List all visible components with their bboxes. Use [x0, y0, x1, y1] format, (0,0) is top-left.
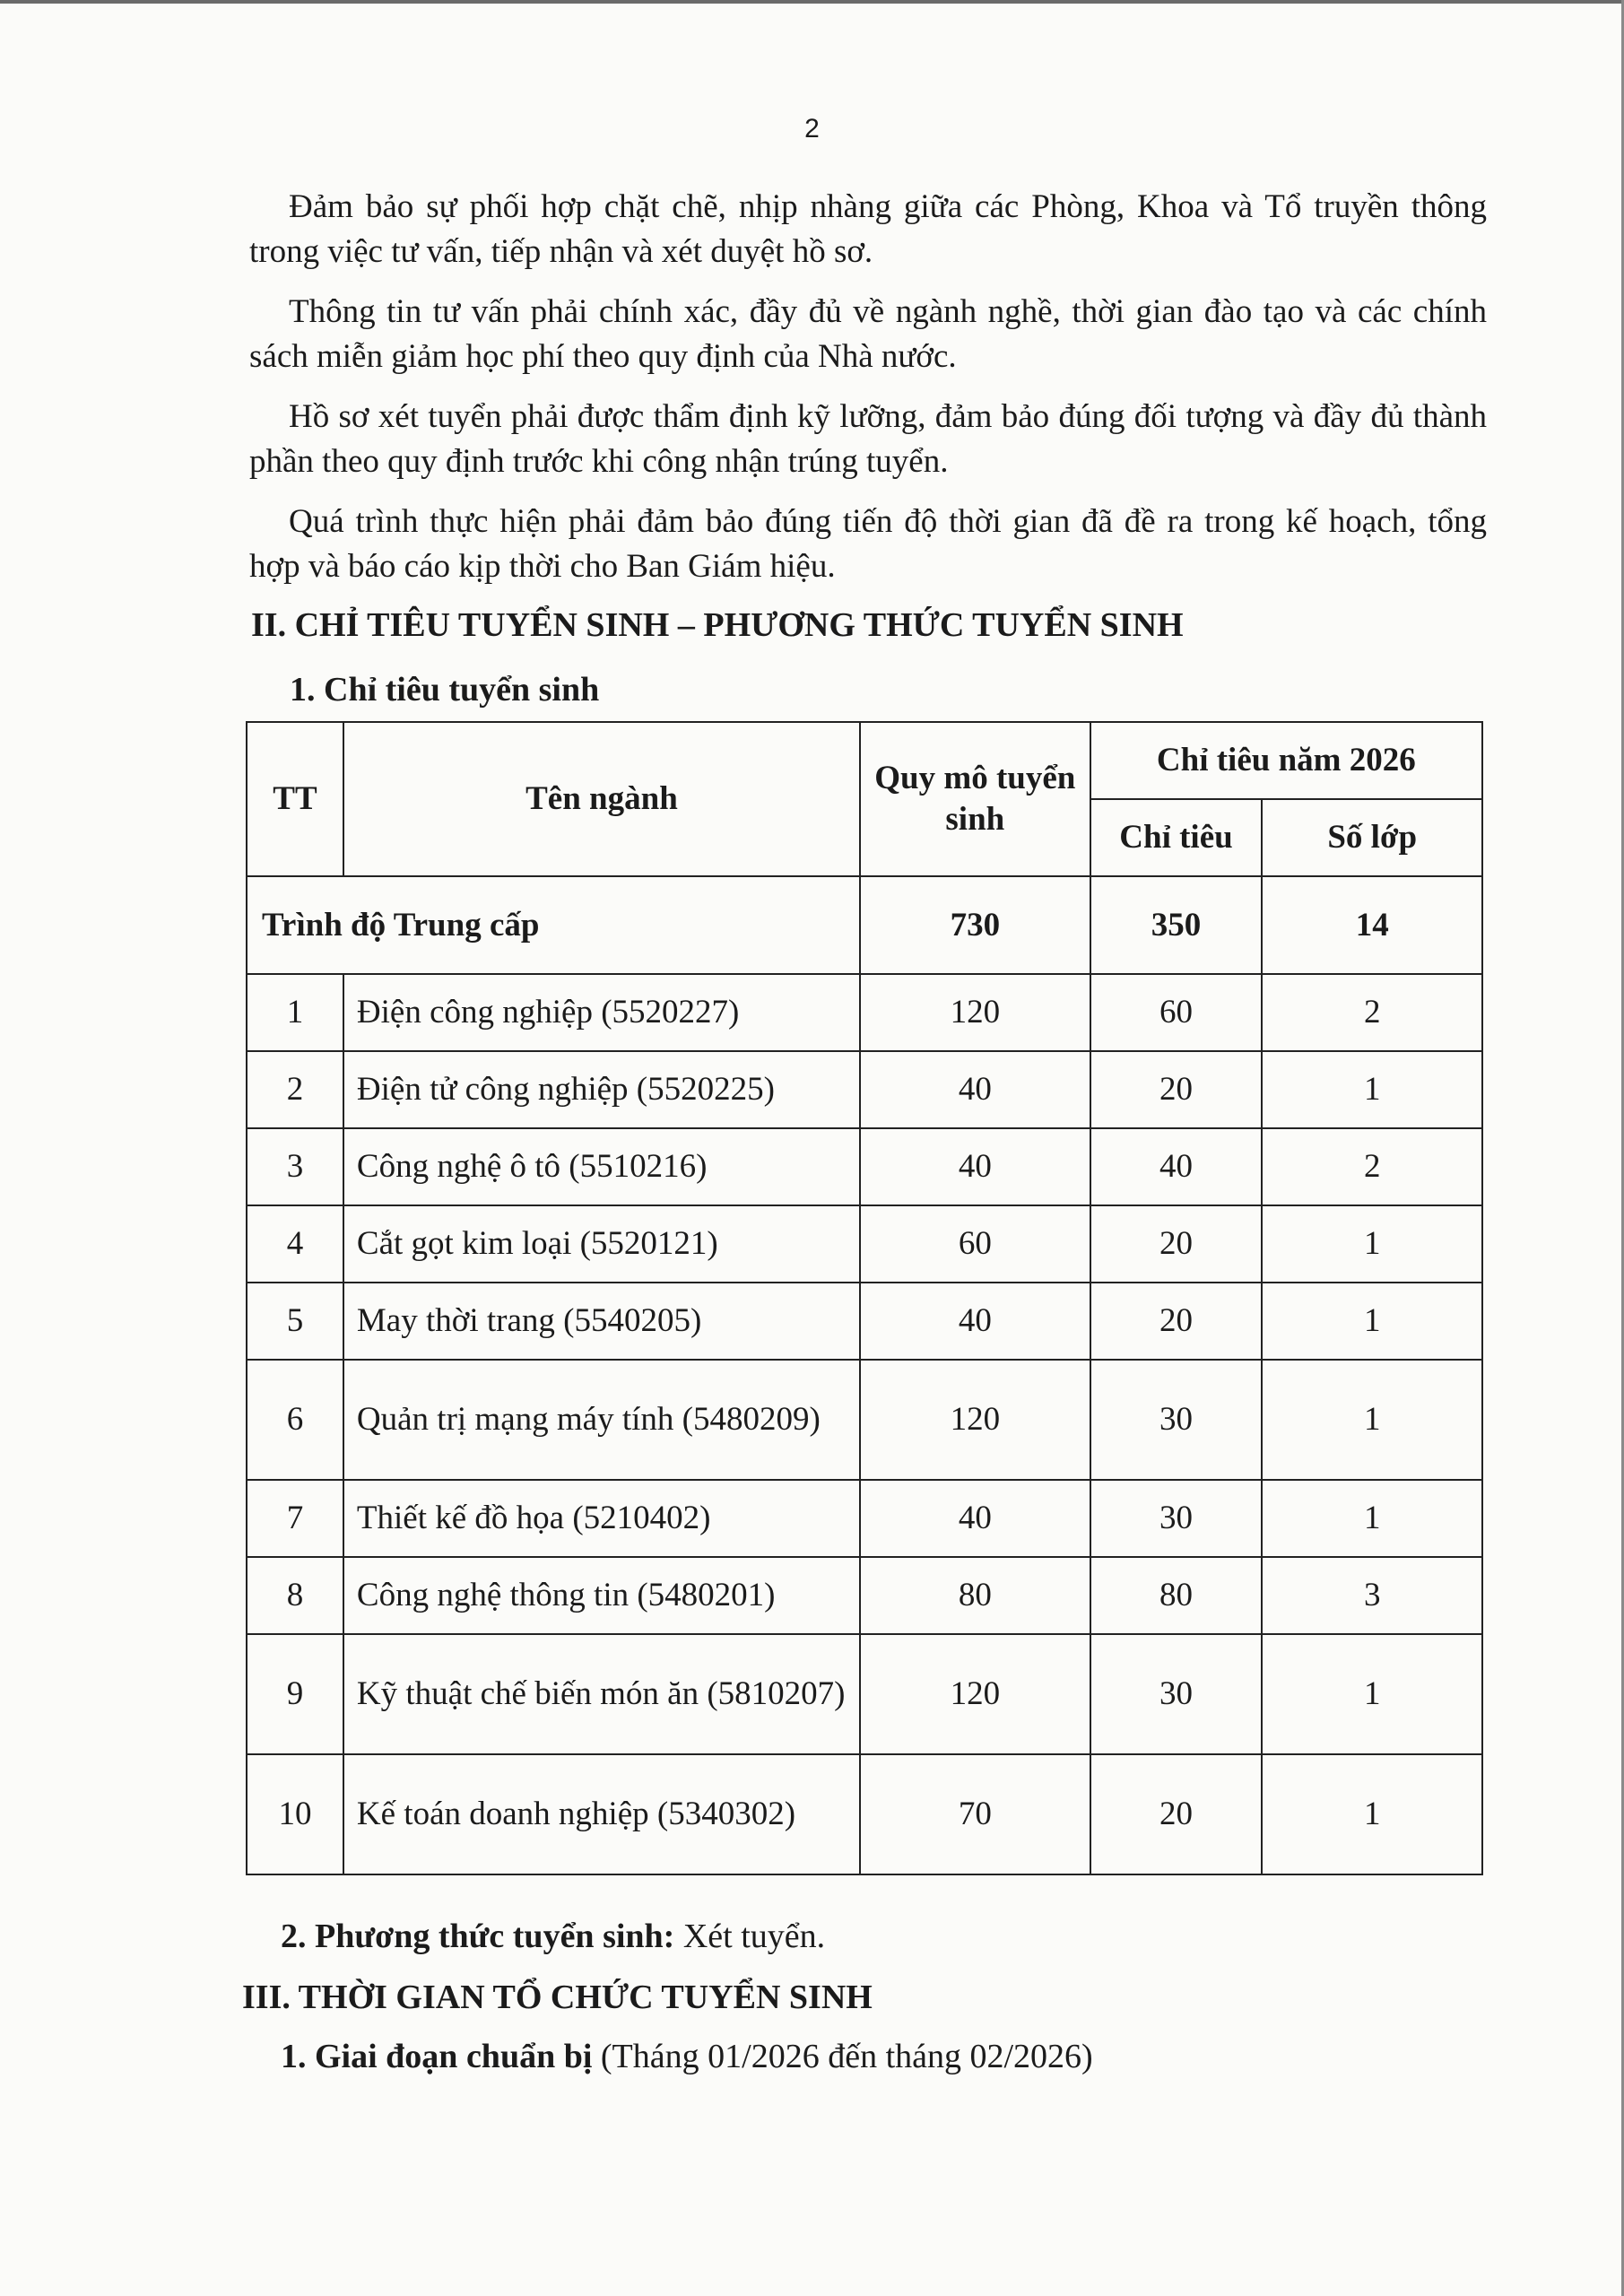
- row-major-name: Cắt gọt kim loại (5520121): [343, 1205, 860, 1283]
- header-quota-year: Chỉ tiêu năm 2026: [1090, 722, 1482, 799]
- section-3-sub1: [281, 2034, 1093, 2079]
- table-group-row: [247, 876, 1482, 974]
- header-classes: Số lớp: [1262, 799, 1482, 876]
- section-2-sub1-title: 1. Chỉ tiêu tuyển sinh: [290, 671, 600, 709]
- row-major-name: May thời trang (5540205): [343, 1283, 860, 1360]
- row-major-name: Công nghệ ô tô (5510216): [343, 1128, 860, 1205]
- table-row: [247, 1283, 1482, 1360]
- header-enrollment-scale: Quy mô tuyển sinh: [860, 722, 1090, 876]
- row-tt: 10: [247, 1754, 343, 1874]
- row-tt: 6: [247, 1360, 343, 1480]
- row-scale: 40: [860, 1480, 1090, 1557]
- table-header-row: [247, 722, 1482, 799]
- preparation-phase-label: 1. Giai đoạn chuẩn bị: [281, 2038, 593, 2075]
- row-classes: 1: [1262, 1360, 1482, 1480]
- row-tt: 3: [247, 1128, 343, 1205]
- row-scale: 70: [860, 1754, 1090, 1874]
- group-classes: 14: [1262, 876, 1482, 974]
- row-major-name: Kế toán doanh nghiệp (5340302): [343, 1754, 860, 1874]
- row-classes: 1: [1262, 1205, 1482, 1283]
- paragraph-application-review: Hồ sơ xét tuyển phải được thẩm định kỹ lưỡng, đảm bảo đúng đối tượng và đầy đủ thành phần theo quy định trước khi công nhận trúng tuyển.: [249, 398, 1487, 480]
- table-row: [247, 1634, 1482, 1754]
- row-tt: 7: [247, 1480, 343, 1557]
- paragraph-coordination: Đảm bảo sự phối hợp chặt chẽ, nhịp nhàng giữa các Phòng, Khoa và Tổ truyền thông trong việc tư vấn, tiếp nhận và xét duyệt hồ sơ.: [249, 188, 1487, 270]
- row-scale: 40: [860, 1283, 1090, 1360]
- row-tt: 1: [247, 974, 343, 1051]
- row-classes: 1: [1262, 1283, 1482, 1360]
- row-quota: 30: [1090, 1480, 1263, 1557]
- row-major-name: Thiết kế đồ họa (5210402): [343, 1480, 860, 1557]
- row-classes: 1: [1262, 1634, 1482, 1754]
- row-tt: 5: [247, 1283, 343, 1360]
- table-row: [247, 1051, 1482, 1128]
- row-quota: 30: [1090, 1634, 1263, 1754]
- row-scale: 80: [860, 1557, 1090, 1634]
- row-scale: 120: [860, 1360, 1090, 1480]
- header-major-name: Tên ngành: [343, 722, 860, 876]
- row-scale: 120: [860, 1634, 1090, 1754]
- table-row: [247, 1128, 1482, 1205]
- table-row: [247, 1205, 1482, 1283]
- paragraph-schedule: Quá trình thực hiện phải đảm bảo đúng tiến độ thời gian đã đề ra trong kế hoạch, tổng hợp và báo cáo kịp thời cho Ban Giám hiệu.: [249, 503, 1487, 585]
- header-tt: TT: [247, 722, 343, 876]
- header-quota: Chỉ tiêu: [1090, 799, 1263, 876]
- row-scale: 60: [860, 1205, 1090, 1283]
- table-row: [247, 1360, 1482, 1480]
- row-classes: 2: [1262, 1128, 1482, 1205]
- row-classes: 1: [1262, 1051, 1482, 1128]
- row-major-name: Điện công nghiệp (5520227): [343, 974, 860, 1051]
- section-2-title: II. CHỈ TIÊU TUYỂN SINH – PHƯƠNG THỨC TUYỂN SINH: [251, 606, 1184, 644]
- table-row: [247, 1754, 1482, 1874]
- table-row: [247, 1480, 1482, 1557]
- row-scale: 40: [860, 1051, 1090, 1128]
- enrollment-quota-table: [246, 721, 1483, 1875]
- row-major-name: Công nghệ thông tin (5480201): [343, 1557, 860, 1634]
- row-quota: 20: [1090, 1754, 1263, 1874]
- admission-method-label: 2. Phương thức tuyển sinh:: [281, 1918, 675, 1955]
- table-row: [247, 1557, 1482, 1634]
- row-quota: 40: [1090, 1128, 1263, 1205]
- row-classes: 1: [1262, 1754, 1482, 1874]
- row-tt: 2: [247, 1051, 343, 1128]
- group-quota: 350: [1090, 876, 1263, 974]
- row-classes: 2: [1262, 974, 1482, 1051]
- row-quota: 60: [1090, 974, 1263, 1051]
- table-row: [247, 974, 1482, 1051]
- paragraph-consulting-info: Thông tin tư vấn phải chính xác, đầy đủ về ngành nghề, thời gian đào tạo và các chính sách miễn giảm học phí theo quy định của Nhà nước.: [249, 293, 1487, 375]
- preparation-phase-period: (Tháng 01/2026 đến tháng 02/2026): [592, 2038, 1093, 2075]
- admission-method-value: Xét tuyển.: [674, 1918, 826, 1955]
- row-classes: 3: [1262, 1557, 1482, 1634]
- row-quota: 20: [1090, 1205, 1263, 1283]
- row-quota: 30: [1090, 1360, 1263, 1480]
- row-major-name: Quản trị mạng máy tính (5480209): [343, 1360, 860, 1480]
- group-label: Trình độ Trung cấp: [247, 876, 860, 974]
- row-tt: 4: [247, 1205, 343, 1283]
- row-scale: 120: [860, 974, 1090, 1051]
- row-classes: 1: [1262, 1480, 1482, 1557]
- section-2-sub2: [281, 1914, 825, 1959]
- row-major-name: Điện tử công nghiệp (5520225): [343, 1051, 860, 1128]
- group-scale: 730: [860, 876, 1090, 974]
- row-tt: 8: [247, 1557, 343, 1634]
- page-number: 2: [804, 114, 820, 144]
- row-major-name: Kỹ thuật chế biến món ăn (5810207): [343, 1634, 860, 1754]
- row-quota: 80: [1090, 1557, 1263, 1634]
- row-tt: 9: [247, 1634, 343, 1754]
- row-quota: 20: [1090, 1283, 1263, 1360]
- section-3-title: III. THỜI GIAN TỔ CHỨC TUYỂN SINH: [242, 1979, 873, 2016]
- row-scale: 40: [860, 1128, 1090, 1205]
- scan-edge-top: [0, 0, 1624, 4]
- row-quota: 20: [1090, 1051, 1263, 1128]
